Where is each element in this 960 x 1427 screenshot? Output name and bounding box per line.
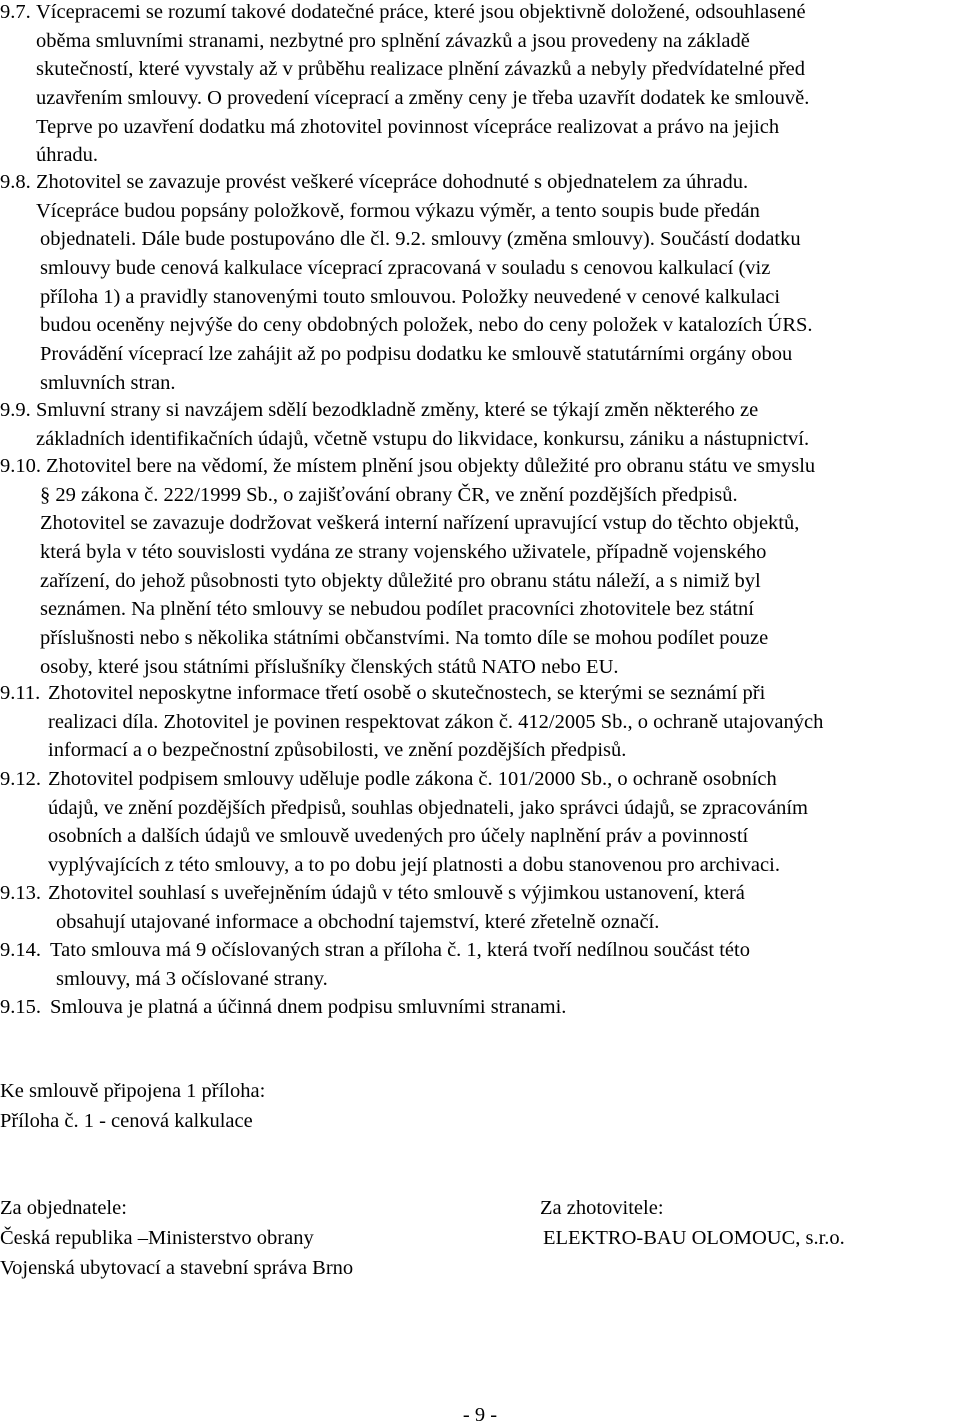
clause-text-line: Vícepracemi se rozumí takové dodatečné práce, které jsou objektivně doložené, odsouhlasené bbox=[36, 1, 806, 23]
attachments-section bbox=[0, 1076, 265, 1136]
clause-text-line: vyplývajících z této smlouvy, a to po dobu její platnosti a dobu stanovenou pro archivaci. bbox=[48, 854, 780, 877]
clause-text-line: seznámen. Na plnění této smlouvy se nebudou podílet pracovníci zhotovitele bez státní bbox=[40, 598, 754, 621]
clause-text-line: smlouvy bude cenová kalkulace víceprací zpracovaná v souladu s cenovou kalkulací (viz bbox=[40, 257, 771, 280]
clause-text-line: obsahují utajované informace a obchodní tajemství, které zřetelně označí. bbox=[56, 910, 660, 933]
signature-block-client bbox=[0, 1193, 353, 1283]
contractor-label: Za zhotovitele: bbox=[540, 1197, 664, 1219]
clause-text-line: Zhotovitel se zavazuje provést veškeré vícepráce dohodnuté s objednatelem za úhradu. bbox=[36, 171, 749, 193]
clause-number: 9.7. bbox=[0, 1, 31, 23]
clause-text-line: zařízení, do jehož působnosti tyto objekty důležité pro obranu státu náleží, a s nimiž byl bbox=[40, 569, 761, 592]
clause-number: 9.9. bbox=[0, 399, 31, 421]
clause-number: 9.8. bbox=[0, 171, 31, 193]
clause-text-line: která byla v této souvislosti vydána ze strany vojenského uživatele, případně vojenského bbox=[40, 541, 767, 564]
clause-text-line: Teprve po uzavření dodatku má zhotovitel povinnost vícepráce realizovat a právo na jejich bbox=[36, 115, 780, 138]
clause-9-12 bbox=[0, 765, 808, 880]
clause-text-line: Vícepráce budou popsány položkově, formou výkazu výměr, a tento soupis bude předán bbox=[36, 199, 760, 222]
page-number: - 9 - bbox=[462, 1404, 498, 1426]
client-name-line2: Vojenská ubytovací a stavební správa Brno bbox=[0, 1257, 354, 1279]
attachment-item: Příloha č. 1 - cenová kalkulace bbox=[0, 1110, 253, 1132]
clause-text-line: Smlouva je platná a účinná dnem podpisu smluvními stranami. bbox=[50, 996, 567, 1018]
clause-9-8 bbox=[0, 168, 813, 398]
clause-9-13 bbox=[0, 879, 745, 936]
attachments-intro: Ke smlouvě připojena 1 příloha: bbox=[0, 1080, 266, 1102]
clause-text-line: osoby, které jsou státními příslušníky členských států NATO nebo EU. bbox=[40, 655, 619, 678]
clause-9-7 bbox=[0, 0, 809, 170]
clause-text-line: Zhotovitel se zavazuje dodržovat veškerá interní nařízení upravující vstup do těchto objektů, bbox=[40, 512, 800, 535]
clause-text-line: Zhotovitel podpisem smlouvy uděluje podle zákona č. 101/2000 Sb., o ochraně osobních bbox=[48, 768, 777, 790]
clause-9-14 bbox=[0, 936, 750, 993]
clause-text-line: příloha 1) a pravidly stanovenými touto smlouvou. Položky neuvedené v cenové kalkulaci bbox=[40, 285, 781, 308]
clause-text-line: informací a o bezpečnostní způsobilosti, ve znění pozdějších předpisů. bbox=[48, 739, 627, 762]
clause-text-line: Provádění víceprací lze zahájit až po podpisu dodatku ke smlouvě statutárními orgány obou bbox=[40, 343, 793, 366]
clause-text-line: oběma smluvními stranami, nezbytné pro splnění závazků a jsou provedeny na základě bbox=[36, 29, 750, 52]
client-name-line1: Česká republika –Ministerstvo obrany bbox=[0, 1227, 314, 1249]
clause-text-line: Smluvní strany si navzájem sdělí bezodkladně změny, které se týkají změn některého ze bbox=[36, 399, 759, 421]
clause-text-line: Zhotovitel neposkytne informace třetí osobě o skutečnostech, se kterými se seznámí při bbox=[48, 682, 766, 704]
clause-text-line: Tato smlouva má 9 očíslovaných stran a příloha č. 1, která tvoří nedílnou součást této bbox=[50, 939, 750, 961]
clause-text-line: úhradu. bbox=[36, 144, 99, 167]
clause-number: 9.14. bbox=[0, 939, 41, 961]
clause-number: 9.12. bbox=[0, 768, 41, 790]
clause-number: 9.11. bbox=[0, 682, 41, 704]
clause-text-line: osobních a dalších údajů ve smlouvě uvedených pro účely naplnění práv a povinností bbox=[48, 825, 749, 848]
clause-text-line: příslušnosti nebo s několika státními občanstvími. Na tomto díle se mohou podílet pouze bbox=[40, 627, 769, 650]
clause-text-line: realizaci díla. Zhotovitel je povinen respektovat zákon č. 412/2005 Sb., o ochraně utajovaných bbox=[48, 710, 824, 733]
contractor-name: ELEKTRO-BAU OLOMOUC, s.r.o. bbox=[543, 1227, 845, 1249]
clause-text-line: smlouvy, má 3 očíslované strany. bbox=[56, 967, 328, 990]
clause-text-line: základních identifikačních údajů, včetně vstupu do likvidace, konkursu, zániku a nástupnictví. bbox=[36, 427, 810, 450]
clause-text-line: uzavřením smlouvy. O provedení víceprací a změny ceny je třeba uzavřít dodatek ke smlouvě. bbox=[36, 87, 810, 110]
clause-9-9 bbox=[0, 396, 809, 453]
clause-text-line: budou oceněny nejvýše do ceny obdobných položek, nebo do ceny položek v katalozích ÚRS. bbox=[40, 314, 813, 337]
clause-text-line: údajů, ve znění pozdějších předpisů, souhlas objednateli, jako správci údajů, se zpracováním bbox=[48, 796, 808, 819]
clause-9-15 bbox=[0, 993, 566, 1022]
clause-text-line: smluvních stran. bbox=[40, 371, 176, 394]
clause-9-11 bbox=[0, 679, 823, 765]
clause-text-line: objednateli. Dále bude postupováno dle čl. 9.2. smlouvy (změna smlouvy). Součástí dodatku bbox=[40, 228, 801, 251]
client-label: Za objednatele: bbox=[0, 1197, 127, 1219]
clause-9-10 bbox=[0, 452, 815, 682]
clause-number: 9.13. bbox=[0, 882, 41, 904]
clause-number: 9.10. bbox=[0, 455, 41, 477]
clause-text-line: Zhotovitel souhlasí s uveřejněním údajů v této smlouvě s výjimkou ustanovení, která bbox=[48, 882, 745, 904]
clause-text-line: Zhotovitel bere na vědomí, že místem plnění jsou objekty důležité pro obranu státu ve smyslu bbox=[46, 455, 816, 477]
clause-text-line: skutečností, které vyvstaly až v průběhu realizace plnění závazků a nebyly předvídatelné před bbox=[36, 58, 806, 81]
signature-block-contractor bbox=[540, 1193, 845, 1253]
clause-text-line: § 29 zákona č. 222/1999 Sb., o zajišťování obrany ČR, ve znění pozdějších předpisů. bbox=[40, 483, 738, 506]
clause-number: 9.15. bbox=[0, 996, 41, 1018]
